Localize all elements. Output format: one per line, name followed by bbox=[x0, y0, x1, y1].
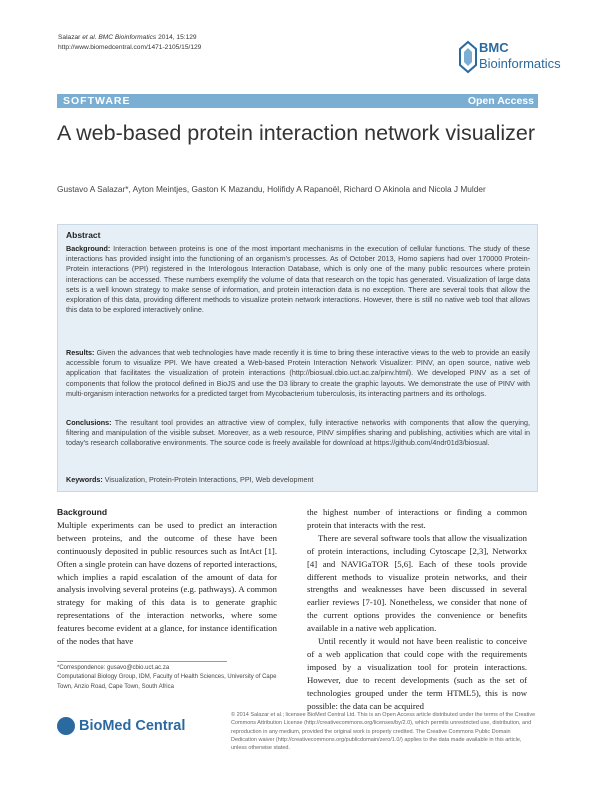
abstract-heading: Abstract bbox=[66, 230, 101, 240]
background-heading: Background bbox=[57, 507, 108, 517]
citation-journal: et al. BMC Bioinformatics bbox=[82, 34, 157, 41]
abstract-box bbox=[57, 224, 538, 492]
abstract-conclusions-label: Conclusions: bbox=[66, 418, 112, 427]
article-url[interactable]: http://www.biomedcentral.com/1471-2105/15/129 bbox=[58, 44, 202, 51]
logo-line-1: BMC bbox=[479, 40, 509, 55]
article-type-label: SOFTWARE bbox=[63, 95, 131, 107]
abstract-results-text: Given the advances that web technologies have made recently it is time to bring these interactive views to the web to provide an easily accessible forum to visualize PPI. We have created a Web-based Protein Interaction Network Visualizer: PINV, an open source, native web application that facilitates the visualization of protein interactions (http://biosual.cbio.uct.ac.za/pinv.html). We developed PINV as a set of components that follow the protocol defined in BioJS and use the D3 library to create the graphic layouts. We demonstrate the use of PINV with multi-organism interaction networks for a predicted target from Mycobacterium tuberculosis, its interacting partners and its orthologs. bbox=[66, 348, 531, 398]
citation-author: Salazar bbox=[58, 34, 83, 41]
publisher-logo bbox=[57, 714, 207, 740]
footnote-divider bbox=[57, 661, 227, 662]
abstract-results bbox=[66, 348, 530, 399]
journal-logo bbox=[457, 38, 567, 83]
keywords-label: Keywords: bbox=[66, 475, 103, 484]
citation-line bbox=[58, 33, 201, 43]
biomed-central-icon bbox=[57, 717, 75, 735]
author-list: Gustavo A Salazar*, Ayton Meintjes, Gaston K Mazandu, Holifidy A Rapanoël, Richard O Akinola and Nicola J Mulder bbox=[57, 184, 486, 194]
abstract-background-label: Background: bbox=[66, 244, 111, 253]
license-text: © 2014 Salazar et al.; licensee BioMed Central Ltd. This is an Open Access article distributed under the terms of the Creative Commons Attribution License (http://creativecommons.org/licenses/by/2.0), which permits unrestricted use, distribution, and reproduction in any medium, provided the original work is properly credited. The Creative Commons Public Domain Dedication waiver (http://creativecommons.org/publicdomain/zero/1.0/) applies to the data made available in this article, unless otherwise stated. bbox=[231, 712, 536, 752]
running-header bbox=[58, 33, 201, 53]
body-column-left bbox=[57, 506, 277, 648]
body-column-right bbox=[307, 506, 527, 713]
body-paragraph: Until recently it would not have been realistic to conceive of a web application that could cope with the requirements imposed by a visualization tool for protein interactions. However, due to recent developments (such as the set of technologies grouped under the term HTML5), this is now possible: the data can be acquired bbox=[307, 636, 527, 711]
body-paragraph: the highest number of interactions or finding a common protein that interacts with the rest. bbox=[307, 507, 527, 530]
affiliation-text: Computational Biology Group, IDM, Faculty of Health Sciences, University of Cape Town, Anzio Road, Cape Town, South Africa bbox=[57, 674, 277, 690]
abstract-background bbox=[66, 244, 530, 315]
abstract-conclusions-text: The resultant tool provides an attractive view of complex, fully interactive networks with components that allow the querying, filtering and manipulation of the visible subset. Moreover, as a web resource, PINV simplifies sharing and publishing, activities which are vital in today's research collaborative environments. The source code is freely available for download at https://github.com/4ndr01d3/biosual. bbox=[66, 418, 530, 448]
logo-line-2: Bioinformatics bbox=[479, 56, 561, 71]
publisher-name: BioMed Central bbox=[79, 718, 186, 734]
abstract-keywords bbox=[66, 475, 530, 485]
body-paragraph: Multiple experiments can be used to predict an interaction between proteins, and the outcome of these have been continuously deposited in public resources such as IntAct [1]. Often a single protein can have dozens of reported interactions, which implies a rapid escalation of the amount of data for analysis involving several proteins (e.g. pathways). A common strategy for making of this data is to generate graphic representations of the interaction networks, where some features become evident at a glance, for instance identification of the nodes that have bbox=[57, 519, 277, 647]
open-access-label: Open Access bbox=[467, 95, 534, 107]
article-title: A web-based protein interaction network visualizer bbox=[57, 121, 536, 145]
body-paragraph: There are several software tools that allow the visualization of protein interactions, including Cytoscape [2,3], Networkx [4] and NAVIGaTOR [5,6]. Each of these tools provide different methods to visualize protein networks, and their strengths and weaknesses have been discussed in several earlier reviews [7-10]. Nonetheless, we consider that none of the current options provides the convenience or benefits available in a native web application. bbox=[307, 532, 527, 634]
correspondence-email[interactable]: *Correspondence: gusavo@cbio.uct.ac.za bbox=[57, 665, 170, 671]
abstract-results-label: Results: bbox=[66, 348, 95, 357]
citation-volume: 2014, 15:129 bbox=[156, 34, 197, 41]
correspondence-footnote bbox=[57, 664, 279, 692]
keywords-text: Visualization, Protein-Protein Interactions, PPI, Web development bbox=[104, 475, 314, 484]
abstract-conclusions bbox=[66, 418, 530, 449]
section-bar bbox=[57, 94, 538, 108]
abstract-background-text: Interaction between proteins is one of the most important mechanisms in the execution of cellular functions. The study of these interactions has provided insight into the functioning of an organism's processes. As of October 2013, Homo sapiens had over 170000 Protein-Protein interactions (PPI) registered in the Interologous Interaction Database, which is only one of the many public resources where protein interactions can be accessed. These numbers exemplify the volume of data that research on the topic has generated. Visualization of large data sets is a well known strategy to make sense of information, and protein interaction data is no exception. There are several tools that allow the exploration of this data, providing different methods to visualize protein network interactions. However, there is still no native web tool that allows this data to be explored interactively online. bbox=[66, 244, 531, 315]
bmc-logo-icon bbox=[457, 40, 479, 74]
